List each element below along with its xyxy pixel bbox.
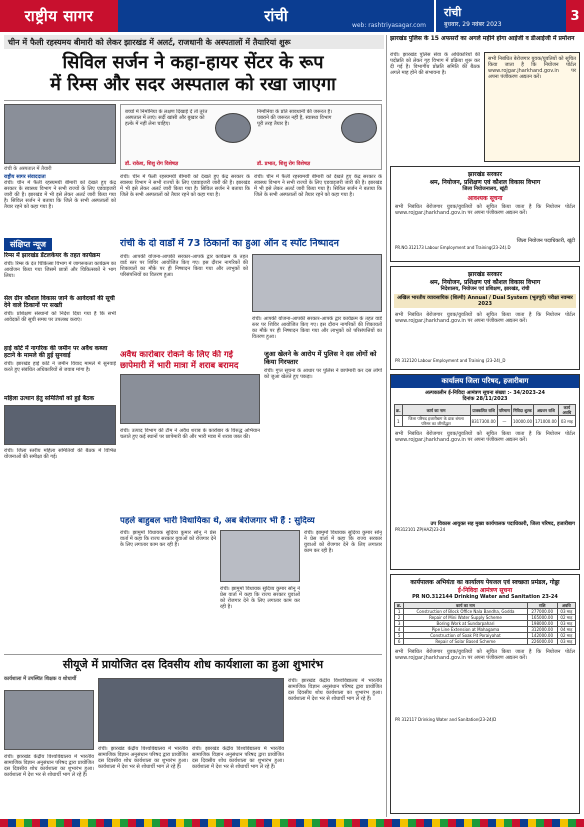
dws-cell: Pipe Line Extension at Mahagama [404,627,527,633]
exam-directorate: निदेशालय, नियोजन एवं प्रशिक्षण, झारखंड, रांची [440,286,530,292]
tender-cell: 171000.00 [534,416,559,427]
exam-title: अखिल भारतीय व्यावसायिक (शिल्पी) Annual / Dual System (भूतपूर्व) परीक्षा नवम्बर 2023 [394,294,576,308]
tender-table [394,404,576,427]
dws-ref: PR NO.312144 Drinking Water and Sanitation 23-24 [412,594,558,600]
dws-cell: 277000.00 [527,609,557,615]
story-5-headline: पहले बाहुबल भारी विधायिका थे, अब बेरोजगार भी हैं : सुदिव्य [120,516,315,526]
dws-cell: 198000.00 [527,621,557,627]
doctor-1-avatar [215,113,251,143]
tender-title: अल्पकालीन ई-निविदा आमंत्रण सूचना संख्या :- 34/2023-24 [425,390,545,396]
tender-cell: जिला परिषद हजारीबाग के डाक बंगला परिसर का जीर्णोद्धार [402,416,470,427]
tender-date: दिनांक 28/11/2023 [462,396,508,402]
right-top-headline: झारखंड पुलिस के 15 अफसरों का अगले महीने होगा आईजी व डीआईजी में प्रमोशन [390,35,575,42]
tender-cell: 1 [395,416,403,427]
main-headline-line-2: में रिम्स और सदर अस्पताल को रखा जाएगा [50,74,336,95]
right-top-body: रांची। झारखंड पुलिस सेवा के अधिकारियों की पदोन्नति को लेकर गृह विभाग में प्रक्रिया शुरू कर दी गई है। विभागीय प्रोन्नति समिति की बैठक अगले माह होने की संभावना है। [390,52,480,76]
story-3-body: रांची। उत्पाद विभाग की टीम ने अवैध शराब के कारोबार के विरुद्ध अभियान चलाते हुए कई स्थानों पर छापेमारी की और भारी मात्रा में शराब जब्त की। [120,428,260,440]
tender-col-header: कार्य का नाम [402,405,470,416]
quote-1-text: बच्चों में निमोनिया के लक्षण दिखाई दें तो तुरंत अस्पताल में लाएं। सर्दी खांसी और बुखार को हल्के में नहीं लेना चाहिए। [125,109,208,127]
notice-office: जिला नियोजनालय, खूंटी [462,186,508,192]
main-story-body-2 [120,174,250,234]
brief-1-body: रांची। रिम्स के दंत चिकित्सा विभाग में जागरूकता कार्यक्रम का आयोजन किया गया जिसमें छात्रों और चिकित्सकों ने भाग लिया। [4,261,116,279]
newspaper-logo: राष्ट्रीय सागर [0,0,118,32]
tender-col-header: कार्य अवधि [558,405,575,416]
masthead-date-block [434,0,584,32]
exam-notice [390,266,580,370]
main-photo-caption: रांची के अस्पताल में तैयारी [4,166,52,172]
date-city: रांची [444,5,462,19]
brief-2-body: रांची। प्रशिक्षण संस्थानों को निर्देश दिया गया है कि सभी आवेदकों की सूची समय पर उपलब्ध कराएं। [4,311,116,323]
brief-news-column [4,252,116,508]
tender-pr-number: PR312101 ZP(HAZ)23-24 [395,527,446,532]
labour-dept-notice [390,166,580,262]
dws-cell: Construction of Soak Pit Poraiyahat [404,633,527,639]
tender-col-header: निविदा शुल्क [511,405,533,416]
page-number: 3 [566,0,584,32]
dws-col-header: क्र. [395,603,404,609]
brief-1-headline: रिम्स में झारखंड डेंटलकेयर के तहत कार्यक्रम [4,252,101,259]
story-4-body: रांची। गुप्त सूचना के आधार पर पुलिस ने छापेमारी कर दस लोगों को जुआ खेलते हुए पकड़ा। [264,368,382,380]
edition-city: रांची [264,7,288,25]
exam-pr-number: PR 312120 Labour Employment and Training (23-24)_D [395,358,506,363]
dws-col-header: कार्य का नाम [404,603,527,609]
notice-body: सभी निबंधित बेरोजगार युवक/युवतियों को सूचित किया जाता है कि नियोजन पोर्टल www.rojgar.jharkhand.gov.in पर अपना पंजीकरण अद्यतन करें। [395,204,575,216]
tender-cell: — [497,416,511,427]
notice-dept: श्रम, नियोजन, प्रशिक्षण एवं कौशल विकास विभाग [429,179,541,186]
dws-title: ई-निविदा आमंत्रण सूचना [457,587,513,594]
story-5-photo [220,530,300,582]
dws-conditions: सभी निबंधित बेरोजगार युवक/युवतियों को सूचित किया जाता है कि नियोजन पोर्टल www.rojgar.jharkhand.gov.in पर अपना पंजीकरण अद्यतन करें। [395,649,575,661]
dws-cell: 3 [395,621,404,627]
quote-2-text: निमोनिया के प्रति सावधानी की जरूरत है। घबराने की जरूरत नहीं है, स्वास्थ्य विभाग पूरी तरह तैयार है। [257,109,333,127]
story-4-headline: जुआ खेलने के आरोप में पुलिस ने दस लोगों को किया गिरफ्तार [264,350,377,366]
tender-conditions: सभी निबंधित बेरोजगार युवक/युवतियों को सूचित किया जाता है कि नियोजन पोर्टल www.rojgar.jharkhand.gov.in पर अपना पंजीकरण अद्यतन करें। [395,431,575,443]
bottom-story-body-2: रांची। झारखंड केंद्रीय विश्वविद्यालय में भारतीय सामाजिक विज्ञान अनुसंधान परिषद द्वारा प्रायोजित दस दिवसीय शोध कार्यशाला का शुभारंभ हुआ। कार्यशाला में देश भर से शोधार्थी भाग ले रहे हैं। [98,746,188,770]
dws-cell: 03 माह [557,609,575,615]
column-divider [386,35,387,817]
bottom-photo-caption: कार्यशाला में उपस्थित शिक्षक व शोधार्थी [4,676,77,682]
dws-cell: 6 [395,639,404,645]
notice-signatory: जिला नियोजन पदाधिकारी, खूंटी [516,238,575,244]
tender-table-wrap [391,402,579,429]
story-5-body: रांची। झामुमो विधायक सुदिव्य कुमार सोनू ने प्रेस वार्ता में कहा कि राज्य सरकार युवाओं को रोजगार देने के लिए लगातार काम कर रही है। [120,530,216,548]
dws-cell: 142000.00 [527,633,557,639]
expert-quotes-box [120,104,382,170]
dws-table-wrap [391,600,579,647]
small-advert-text: सभी निबंधित बेरोजगार युवक/युवतियों को सूचित किया जाता है कि नियोजन पोर्टल www.rojgar.jharkhand.gov.in पर अपना पंजीकरण अद्यतन करें। [488,56,576,80]
dws-cell: Repair of Solar Based Scheme [404,639,527,645]
notice-pr-number: PR.NO.312173 Labour Employment and Training(23-24).D [395,245,511,250]
bottom-story-body-3: रांची। झारखंड केंद्रीय विश्वविद्यालय में भारतीय सामाजिक विज्ञान अनुसंधान परिषद द्वारा प्रायोजित दस दिवसीय शोध कार्यशाला का शुभारंभ हुआ। कार्यशाला में देश भर से शोधार्थी भाग ले रहे हैं। [192,746,284,770]
dws-cell: Construction of Block Office Nala Bandha, Godda [404,609,527,615]
story-3-photo [120,374,260,424]
dws-pr-number: PR 312117 Drinking Water and Sanitation(23-24)D [395,717,497,722]
main-story-photo [4,104,116,164]
exam-govt: झारखंड सरकार [468,271,502,278]
tender-col-header: अग्रधन राशि [534,405,559,416]
dws-table [394,602,576,645]
exam-body: सभी निबंधित बेरोजगार युवक/युवतियों को सूचित किया जाता है कि नियोजन पोर्टल www.rojgar.jharkhand.gov.in पर अपना पंजीकरण अद्यतन करें। [395,312,575,324]
brief-4-body: रांची। जिला स्तरीय महिला समितियों की बैठक में विभिन्न योजनाओं की समीक्षा की गई। [4,448,116,460]
dws-cell: 04 माह [557,627,575,633]
dws-cell: 02 माह [557,615,575,621]
tender-cell: 10000.00 [511,416,533,427]
table-row [395,639,576,645]
bottom-story-body: रांची। झारखंड केंद्रीय विश्वविद्यालय में भारतीय सामाजिक विज्ञान अनुसंधान परिषद द्वारा प्रायोजित दस दिवसीय शोध कार्यशाला का शुभारंभ हुआ। कार्यशाला में देश भर से शोधार्थी भाग ले रहे हैं। [4,754,94,778]
story-5-body-cont-2: रांची। झामुमो विधायक सुदिव्य कुमार सोनू ने प्रेस वार्ता में कहा कि राज्य सरकार युवाओं को रोजगार देने के लिए लगातार काम कर रही है। [220,586,300,610]
dws-cell: 1 [395,609,404,615]
main-story-body [4,174,116,238]
main-body-text-2: रांची। चीन में फैली रहस्यमयी बीमारी को देखते हुए केंद्र सरकार के स्वास्थ्य विभाग ने सभी राज्यों के लिए एडवाइजरी जारी की है। झारखंड में भी इसे लेकर अलर्ट जारी किया गया है। सिविल सर्जन ने बताया कि जिले के सभी अस्पतालों को तैयार रहने को कहा गया है। [120,174,250,198]
bottom-story-headline: सीयूजे में प्रायोजित दस दिवसीय शोध कार्यशाला का हुआ शुभारंभ [62,658,324,671]
dws-cell: Repair of Mini Water Supply Scheme [404,615,527,621]
notice-title: आवश्यक सूचना [467,195,503,202]
main-headline [4,52,382,96]
quote-2-name: डॉ. प्रभात, शिशु रोग विशेषज्ञ [257,161,311,167]
main-story-body-3 [254,174,382,234]
story-2-body: रांची। आपकी योजना-आपकी सरकार-आपके द्वार कार्यक्रम के तहत वार्ड स्तर पर शिविर आयोजित किए गए। इस दौरान नागरिकों की शिकायतों का मौके पर ही निष्पादन किया गया और लाभुकों को परिसंपत्तियों का वितरण हुआ। [120,254,248,278]
tender-col-header: परिमाण [497,405,511,416]
divider [4,100,382,101]
dws-cell: 02 माह [557,633,575,639]
brief-3-body: रांची। झारखंड हाई कोर्ट ने जमीन विवाद मामले में सुनवाई करते हुए संबंधित अधिकारियों से जवाब मांगा है। [4,361,116,373]
dws-cell: 5 [395,633,404,639]
bottom-story-photo-2 [98,678,284,742]
issue-date: बुधवार, 29 नवंबर 2023 [444,20,502,28]
dws-col-header: अवधि [557,603,575,609]
bottom-story-photo-1 [4,690,94,750]
main-byline: राष्ट्रीय सागर संवाददाता [4,174,46,180]
exam-dept: श्रम, नियोजन, प्रशिक्षण एवं कौशल विकास विभाग [429,279,541,286]
table-row [395,609,576,615]
doctor-2-avatar [341,113,377,143]
brief-news-tag: संक्षिप्त न्यूज [4,238,52,251]
brief-4-headline: महिला उत्थान हेतु समितियों को हुई बैठक [4,395,95,402]
drinking-water-tender [390,574,580,814]
story-2-headline: रांची के दो वार्डों में 73 ठिकानों का हुआ ऑन द स्पॉट निष्पादन [120,238,339,249]
dws-cell: 03 माह [557,639,575,645]
dws-cell: 4 [395,627,404,633]
brief-3-headline: हाई कोर्ट में नागरिक की जमीन पर अवैध कब्जा हटाने के मामले की हुई सुनवाई [4,345,108,359]
tender-col-header: क्र. [395,405,403,416]
tender-header-row [395,405,576,416]
dws-cell: Boring Work at Sundarpahari [404,621,527,627]
main-story-strap: चीन में फैली रहस्यमय बीमारी को लेकर झारखंड में अलर्ट, राजधानी के अस्पतालों में तैयारियां शुरू [4,35,384,49]
masthead-center [118,0,434,32]
tender-cell: 03 माह [558,416,575,427]
story-5-body-cont: रांची। झामुमो विधायक सुदिव्य कुमार सोनू ने प्रेस वार्ता में कहा कि राज्य सरकार युवाओं को रोजगार देने के लिए लगातार काम कर रही है। [304,530,382,554]
tender-office: कार्यालय जिला परिषद, हजारीबाग [391,375,579,388]
story-2-body-cont: रांची। आपकी योजना-आपकी सरकार-आपके द्वार कार्यक्रम के तहत वार्ड स्तर पर शिविर आयोजित किए गए। इस दौरान नागरिकों की शिकायतों का मौके पर ही निष्पादन किया गया और लाभुकों को परिसंपत्तियों का वितरण हुआ। [252,316,382,340]
dws-cell: 165000.00 [527,615,557,621]
tender-col-header: प्राक्कलित राशि [470,405,497,416]
main-body-text: रांची। चीन में फैली रहस्यमयी बीमारी को देखते हुए केंद्र सरकार के स्वास्थ्य विभाग ने सभी राज्यों के लिए एडवाइजरी जारी की है। झारखंड में भी इसे लेकर अलर्ट जारी किया गया है। सिविल सर्जन ने बताया कि जिले के सभी अस्पतालों को तैयार रहने को कहा गया है। [4,180,116,210]
dws-cell: 03 माह [557,621,575,627]
zila-parishad-tender [390,374,580,570]
masthead [0,0,584,32]
notice-govt: झारखंड सरकार [468,171,502,178]
tender-signatory: उप विकास आयुक्त सह मुख्य कार्यपालक पदाधिकारी, जिला परिषद, हजारीबाग [430,521,575,527]
footer-color-bar [0,819,584,827]
quote-1-name: डॉ. राकेश, शिशु रोग विशेषज्ञ [125,161,179,167]
dws-office: कार्यपालक अभियंता का कार्यालय पेयजल एवं स्वच्छता प्रमंडल, गोड्डा [410,579,560,586]
main-body-text-3: रांची। चीन में फैली रहस्यमयी बीमारी को देखते हुए केंद्र सरकार के स्वास्थ्य विभाग ने सभी राज्यों के लिए एडवाइजरी जारी की है। झारखंड में भी इसे लेकर अलर्ट जारी किया गया है। सिविल सर्जन ने बताया कि जिले के सभी अस्पतालों को तैयार रहने को कहा गया है। [254,174,382,198]
story-3-headline: अवैध कारोबार रोकने के लिए की गई छापेमारी में भारी मात्रा में शराब बरामद [120,350,239,371]
brief-2-headline: सेल ग्रीन कौशल विकास जाने के आवेदकों की सूची देने वाले ठिकानों पर सख्ती [4,295,115,309]
bottom-story-body-4: रांची। झारखंड केंद्रीय विश्वविद्यालय में भारतीय सामाजिक विज्ञान अनुसंधान परिषद द्वारा प्रायोजित दस दिवसीय शोध कार्यशाला का शुभारंभ हुआ। कार्यशाला में देश भर से शोधार्थी भाग ले रहे हैं। [288,678,382,702]
divider [4,654,382,655]
dws-cell: 312000.00 [527,627,557,633]
dws-col-header: राशि [527,603,557,609]
table-row [395,416,576,427]
dws-cell: 226000.00 [527,639,557,645]
brief-4-photo [4,405,116,445]
main-headline-line-1: सिविल सर्जन ने कहा-हायर सेंटर के रूप [62,52,324,73]
dws-cell: 2 [395,615,404,621]
small-advert-box [484,52,580,162]
website-link[interactable]: web: rashtriyasagar.com [351,22,426,29]
story-2-photo [252,254,382,312]
tender-cell: 8317300.00 [470,416,497,427]
